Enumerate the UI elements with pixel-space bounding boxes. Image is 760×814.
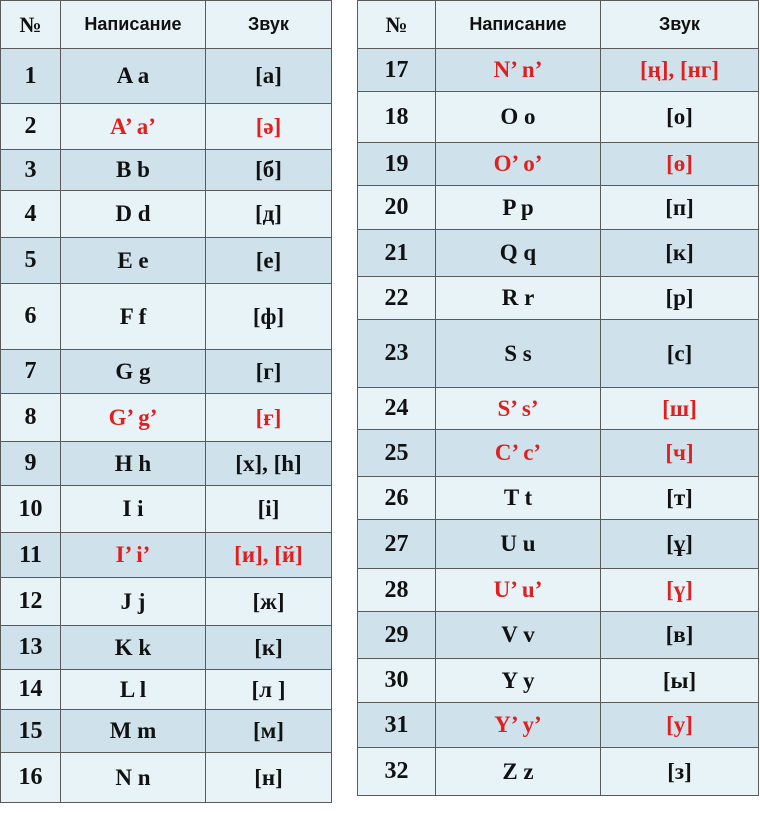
letter-sound: [у] — [601, 703, 759, 748]
letter-number: 9 — [1, 442, 61, 486]
letter-spelling: K k — [61, 626, 206, 670]
table-row — [1, 486, 332, 533]
letter-spelling: T t — [436, 477, 601, 520]
alphabet-table-left-body — [1, 49, 332, 803]
table-header-row — [358, 1, 759, 49]
letter-number: 2 — [1, 104, 61, 150]
letter-sound: [т] — [601, 477, 759, 520]
table-row — [358, 748, 759, 796]
letter-sound: [к] — [206, 626, 332, 670]
table-row — [1, 104, 332, 150]
letter-spelling: H h — [61, 442, 206, 486]
letter-spelling: I i — [61, 486, 206, 533]
letter-number: 24 — [358, 388, 436, 430]
header-number: № — [1, 1, 61, 49]
letter-number: 6 — [1, 284, 61, 350]
header-number: № — [358, 1, 436, 49]
letter-number: 32 — [358, 748, 436, 796]
letter-spelling: D d — [61, 191, 206, 238]
letter-sound: [з] — [601, 748, 759, 796]
letter-number: 18 — [358, 92, 436, 143]
letter-spelling: Z z — [436, 748, 601, 796]
table-row — [1, 533, 332, 578]
letter-sound: [д] — [206, 191, 332, 238]
letter-spelling: P p — [436, 186, 601, 230]
letter-number: 26 — [358, 477, 436, 520]
table-row — [1, 753, 332, 803]
letter-spelling: U’ u’ — [436, 569, 601, 612]
letter-spelling: I’ i’ — [61, 533, 206, 578]
letter-sound: [ғ] — [206, 394, 332, 442]
letter-spelling: A’ a’ — [61, 104, 206, 150]
letter-sound: [н] — [206, 753, 332, 803]
letter-number: 27 — [358, 520, 436, 569]
table-row — [1, 710, 332, 753]
letter-spelling: Q q — [436, 230, 601, 277]
letter-spelling: F f — [61, 284, 206, 350]
letter-number: 21 — [358, 230, 436, 277]
letter-sound: [ұ] — [601, 520, 759, 569]
table-row — [358, 92, 759, 143]
letter-number: 8 — [1, 394, 61, 442]
letter-spelling: N’ n’ — [436, 49, 601, 92]
alphabet-table-right — [357, 0, 759, 796]
header-spelling: Написание — [436, 1, 601, 49]
header-sound: Звук — [601, 1, 759, 49]
letter-number: 31 — [358, 703, 436, 748]
table-row — [1, 578, 332, 626]
letter-sound: [а] — [206, 49, 332, 104]
table-row — [1, 670, 332, 710]
letter-spelling: Y’ y’ — [436, 703, 601, 748]
table-row — [1, 238, 332, 284]
letter-number: 25 — [358, 430, 436, 477]
table-row — [1, 49, 332, 104]
table-row — [358, 612, 759, 659]
letter-number: 22 — [358, 277, 436, 320]
header-spelling: Написание — [61, 1, 206, 49]
letter-number: 30 — [358, 659, 436, 703]
letter-sound: [ң], [нг] — [601, 49, 759, 92]
table-row — [358, 320, 759, 388]
letter-sound: [п] — [601, 186, 759, 230]
letter-number: 5 — [1, 238, 61, 284]
letter-spelling: G’ g’ — [61, 394, 206, 442]
letter-number: 19 — [358, 143, 436, 186]
table-row — [358, 143, 759, 186]
letter-sound: [ө] — [601, 143, 759, 186]
letter-sound: [ш] — [601, 388, 759, 430]
table-row — [1, 284, 332, 350]
table-row — [1, 394, 332, 442]
table-row — [1, 442, 332, 486]
letter-spelling: V v — [436, 612, 601, 659]
letter-spelling: L l — [61, 670, 206, 710]
letter-sound: [г] — [206, 350, 332, 394]
table-row — [358, 569, 759, 612]
letter-number: 29 — [358, 612, 436, 659]
letter-sound: [ч] — [601, 430, 759, 477]
letter-number: 23 — [358, 320, 436, 388]
letter-spelling: J j — [61, 578, 206, 626]
letter-number: 16 — [1, 753, 61, 803]
letter-sound: [ж] — [206, 578, 332, 626]
letter-number: 7 — [1, 350, 61, 394]
letter-spelling: S’ s’ — [436, 388, 601, 430]
letter-sound: [и], [й] — [206, 533, 332, 578]
letter-number: 13 — [1, 626, 61, 670]
table-header-row — [1, 1, 332, 49]
letter-spelling: M m — [61, 710, 206, 753]
table-row — [1, 191, 332, 238]
letter-number: 3 — [1, 150, 61, 191]
table-row — [358, 388, 759, 430]
letter-sound: [в] — [601, 612, 759, 659]
letter-number: 20 — [358, 186, 436, 230]
letter-sound: [к] — [601, 230, 759, 277]
letter-sound: [і] — [206, 486, 332, 533]
table-row — [358, 430, 759, 477]
alphabet-table-left — [0, 0, 332, 803]
letter-sound: [ф] — [206, 284, 332, 350]
letter-spelling: O o — [436, 92, 601, 143]
letter-number: 15 — [1, 710, 61, 753]
table-row — [358, 186, 759, 230]
letter-sound: [е] — [206, 238, 332, 284]
letter-number: 14 — [1, 670, 61, 710]
table-row — [1, 350, 332, 394]
letter-spelling: A a — [61, 49, 206, 104]
letter-number: 1 — [1, 49, 61, 104]
letter-spelling: O’ o’ — [436, 143, 601, 186]
letter-spelling: B b — [61, 150, 206, 191]
header-sound: Звук — [206, 1, 332, 49]
letter-number: 12 — [1, 578, 61, 626]
table-row — [1, 150, 332, 191]
letter-spelling: U u — [436, 520, 601, 569]
letter-sound: [л ] — [206, 670, 332, 710]
table-row — [358, 659, 759, 703]
letter-sound: [р] — [601, 277, 759, 320]
letter-number: 4 — [1, 191, 61, 238]
table-row — [358, 477, 759, 520]
table-row — [358, 703, 759, 748]
letter-sound: [ә] — [206, 104, 332, 150]
letter-spelling: E e — [61, 238, 206, 284]
letter-spelling: G g — [61, 350, 206, 394]
table-row — [358, 230, 759, 277]
table-row — [358, 277, 759, 320]
letter-spelling: N n — [61, 753, 206, 803]
letter-sound: [б] — [206, 150, 332, 191]
letter-number: 10 — [1, 486, 61, 533]
table-row — [1, 626, 332, 670]
letter-spelling: C’ c’ — [436, 430, 601, 477]
letter-spelling: S s — [436, 320, 601, 388]
letter-sound: [ү] — [601, 569, 759, 612]
table-row — [358, 520, 759, 569]
letter-sound: [о] — [601, 92, 759, 143]
letter-sound: [с] — [601, 320, 759, 388]
letter-sound: [м] — [206, 710, 332, 753]
letter-number: 28 — [358, 569, 436, 612]
table-row — [358, 49, 759, 92]
alphabet-table-right-body — [358, 49, 759, 796]
letter-sound: [ы] — [601, 659, 759, 703]
letter-sound: [х], [h] — [206, 442, 332, 486]
letter-spelling: R r — [436, 277, 601, 320]
letter-number: 11 — [1, 533, 61, 578]
letter-number: 17 — [358, 49, 436, 92]
letter-spelling: Y y — [436, 659, 601, 703]
